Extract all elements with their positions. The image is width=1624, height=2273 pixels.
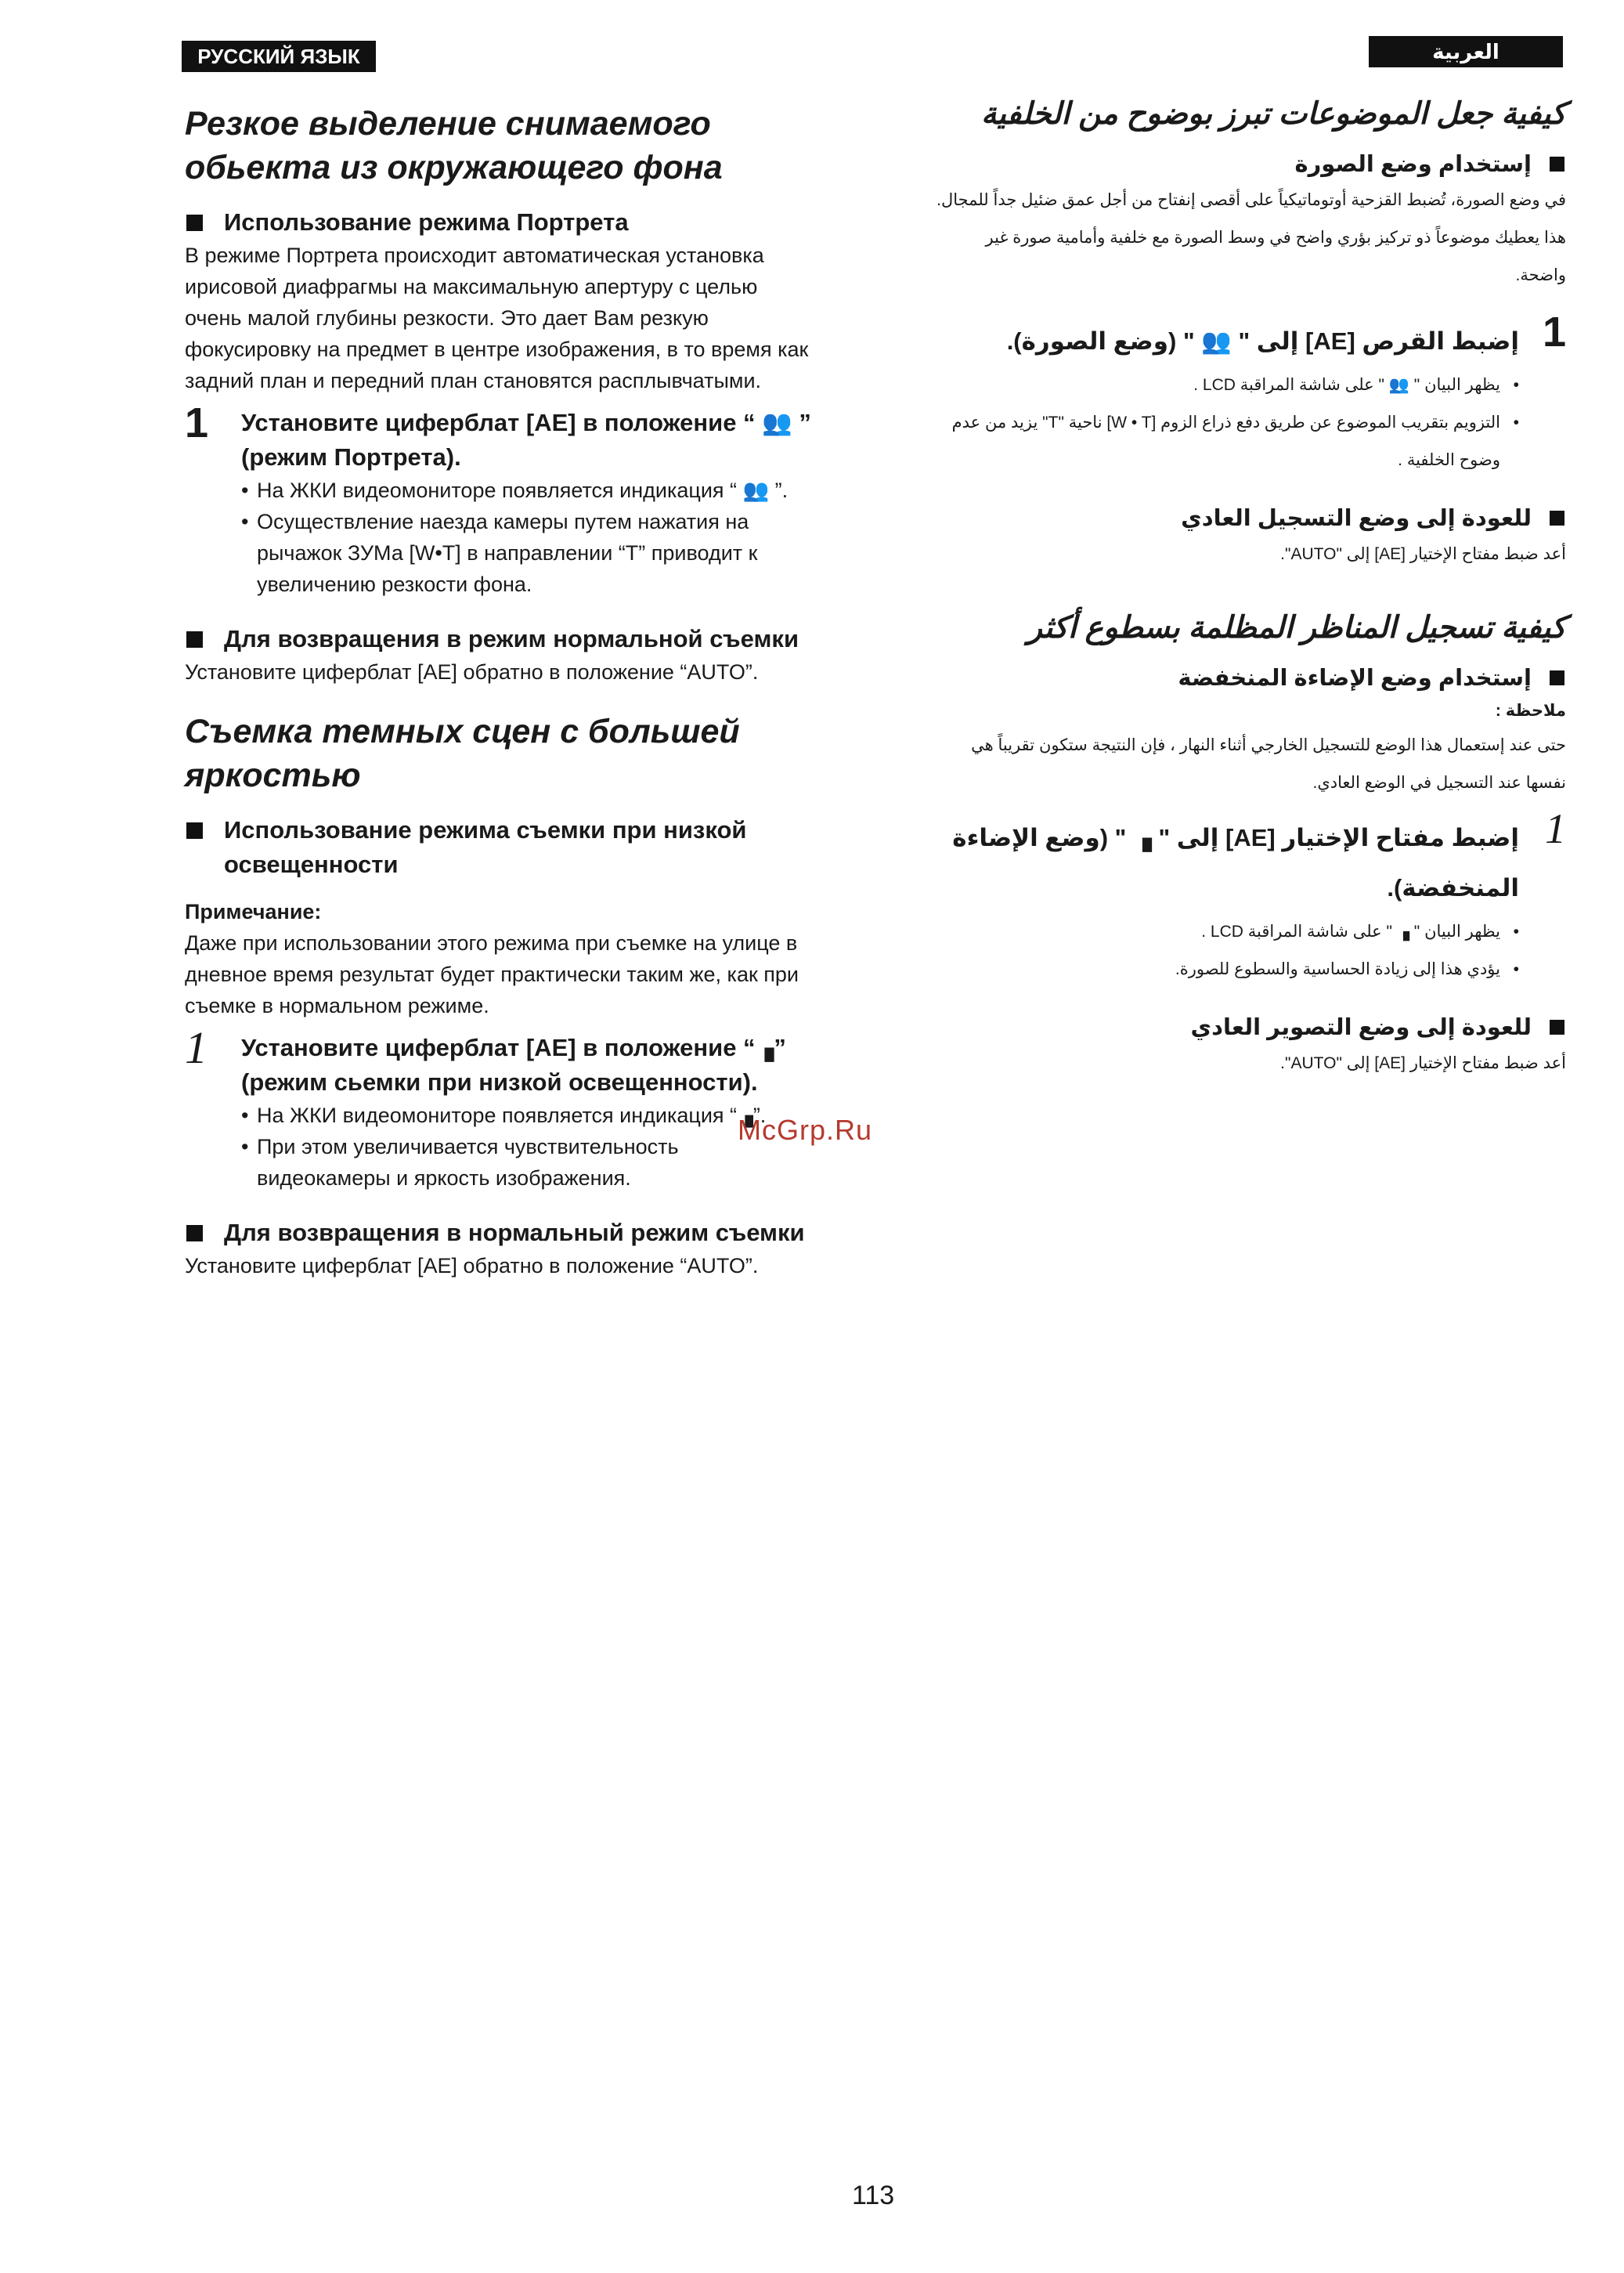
ar-section2-note-label: ملاحظة :: [1495, 702, 1566, 720]
ar-section1-step-text: إضبط القرص [AE] إلى " 👥 " (وضع الصورة).: [1006, 327, 1519, 355]
ar-section2-step-text: إضبط مفتاح الإختيار [AE] إلى " ▗ " (وضع الإضاءة المنخفضة).: [952, 824, 1519, 902]
ru-section1-step: [185, 399, 811, 600]
list-item: • На ЖКИ видеомониторе появляется индикация “▗”.: [241, 1100, 811, 1131]
ru-section2-step: [185, 1022, 811, 1194]
ru-section2-bullets: [241, 1100, 811, 1194]
ar-section2-step-number: 1: [1545, 805, 1566, 852]
ar-section2-title: كيفية تسجيل المناظر المظلمة بسطوع أكثر: [1027, 611, 1566, 645]
ru-section1-step-text: Установите циферблат [AE] в положение “ 👥 ” (режим Портрета).: [241, 409, 811, 471]
page-number: 113: [852, 2181, 895, 2210]
russian-column: [185, 102, 811, 1281]
ru-section2-note-text: Даже при использовании этого режима при съемке на улице в дневное время результат будет практически таким же, как при съемке в нормальном режиме.: [185, 931, 799, 1017]
ru-section2-return-text: Установите циферблат [AE] обратно в положение “AUTO”.: [185, 1254, 759, 1277]
list-item: • يؤدي هذا إلى زيادة الحساسية والسطوع للصورة.: [936, 951, 1519, 988]
ar-section1-intro: في وضع الصورة، تُضبط القزحية أوتوماتيكياً على أقصى إنفتاح من أجل عمق ضئيل جداً للمجال. هذا يعطيك موضوعاً ذو تركيز بؤري واضح في وسط الصورة مع خلفية وأمامية صورة غير واضحة.: [937, 191, 1566, 284]
language-tab-arabic: العربية: [1369, 36, 1563, 67]
ru-section1-intro: В режиме Портрета происходит автоматическая установка ирисовой диафрагмы на максимальную апертуру с целью очень малой глубины резкости. Это дает Вам резкую фокусировку на предмет в центре изображения, в то время как задний план и передний план становятся расплывчатыми.: [185, 244, 809, 392]
ru-section2-title: Съемка темных сцен с большей яркостью: [185, 713, 740, 794]
watermark: McGrp.Ru: [738, 1114, 873, 1146]
ar-section2-step: [936, 805, 1566, 988]
list-item: • يظهر البيان " 👥 " على شاشة المراقبة LCD .: [936, 367, 1519, 404]
ru-section2-note-label: Примечание:: [185, 900, 322, 923]
list-item: • التزويم بتقريب الموضوع عن طريق دفع ذراع الزوم [W • T] ناحية "T" يزيد من عدم وضوح الخلفية .: [936, 404, 1519, 479]
ar-section1-title: كيفية جعل الموضوعات تبرز بوضوح من الخلفية: [981, 97, 1566, 131]
list-item: • При этом увеличивается чувствительность видеокамеры и яркость изображения.: [241, 1131, 811, 1194]
ru-section1-step-number: 1: [185, 399, 209, 446]
ru-section2-step-text: Установите циферблат [AE] в положение “▗” (режим сьемки при низкой освещенности).: [241, 1034, 786, 1096]
list-item: • Осуществление наезда камеры путем нажатия на рычажок ЗУМа [W•T] в направлении “T” приводит к увеличению резкости фона.: [241, 506, 811, 600]
ru-section2-subhead: Использование режима съемки при низкой освещенности: [185, 813, 811, 882]
ru-section1-return-text: Установите циферблат [AE] обратно в положение “AUTO”.: [185, 660, 759, 684]
ru-section2-return-subhead: Для возвращения в нормальный режим съемки: [185, 1216, 811, 1250]
ru-section1-title: Резкое выделение снимаемого обьекта из окружающего фона: [185, 105, 723, 186]
language-tab-russian: РУССКИЙ ЯЗЫК: [182, 41, 376, 72]
ar-section2-return-text: أعد ضبط مفتاح الإختيار [AE] إلى "AUTO".: [1280, 1054, 1566, 1072]
ru-section1-return-subhead: Для возвращения в режим нормальной съемки: [185, 622, 811, 656]
ar-section1-step-number: 1: [1542, 309, 1566, 356]
ar-section2-bullets: [936, 913, 1519, 988]
ar-section1-bullets: [936, 367, 1519, 479]
ar-section1-step: [936, 309, 1566, 479]
ar-section2-return-subhead: للعودة إلى وضع التصوير العادي: [936, 1010, 1566, 1045]
ru-section2-step-number: 1: [185, 1022, 208, 1073]
arabic-column: [936, 92, 1566, 1082]
ar-section2-note-text: حتى عند إستعمال هذا الوضع للتسجيل الخارجي أثناء النهار ، فإن النتيجة ستكون تقريباً هي نفسها عند التسجيل في الوضع العادي.: [971, 736, 1566, 792]
ru-section1-subhead: Использование режима Портрета: [185, 205, 811, 240]
list-item: • На ЖКИ видеомониторе появляется индикация “ 👥 ”.: [241, 475, 811, 506]
list-item: • يظهر البيان " ▗ " على شاشة المراقبة LCD .: [936, 913, 1519, 951]
ru-section1-bullets: [241, 475, 811, 600]
ar-section1-subhead: إستخدام وضع الصورة: [936, 147, 1566, 182]
ar-section2-subhead: إستخدام وضع الإضاءة المنخفضة: [936, 661, 1566, 696]
ar-section1-return-subhead: للعودة إلى وضع التسجيل العادي: [936, 501, 1566, 536]
ar-section1-return-text: أعد ضبط مفتاح الإختيار [AE] إلى "AUTO".: [1280, 545, 1566, 563]
